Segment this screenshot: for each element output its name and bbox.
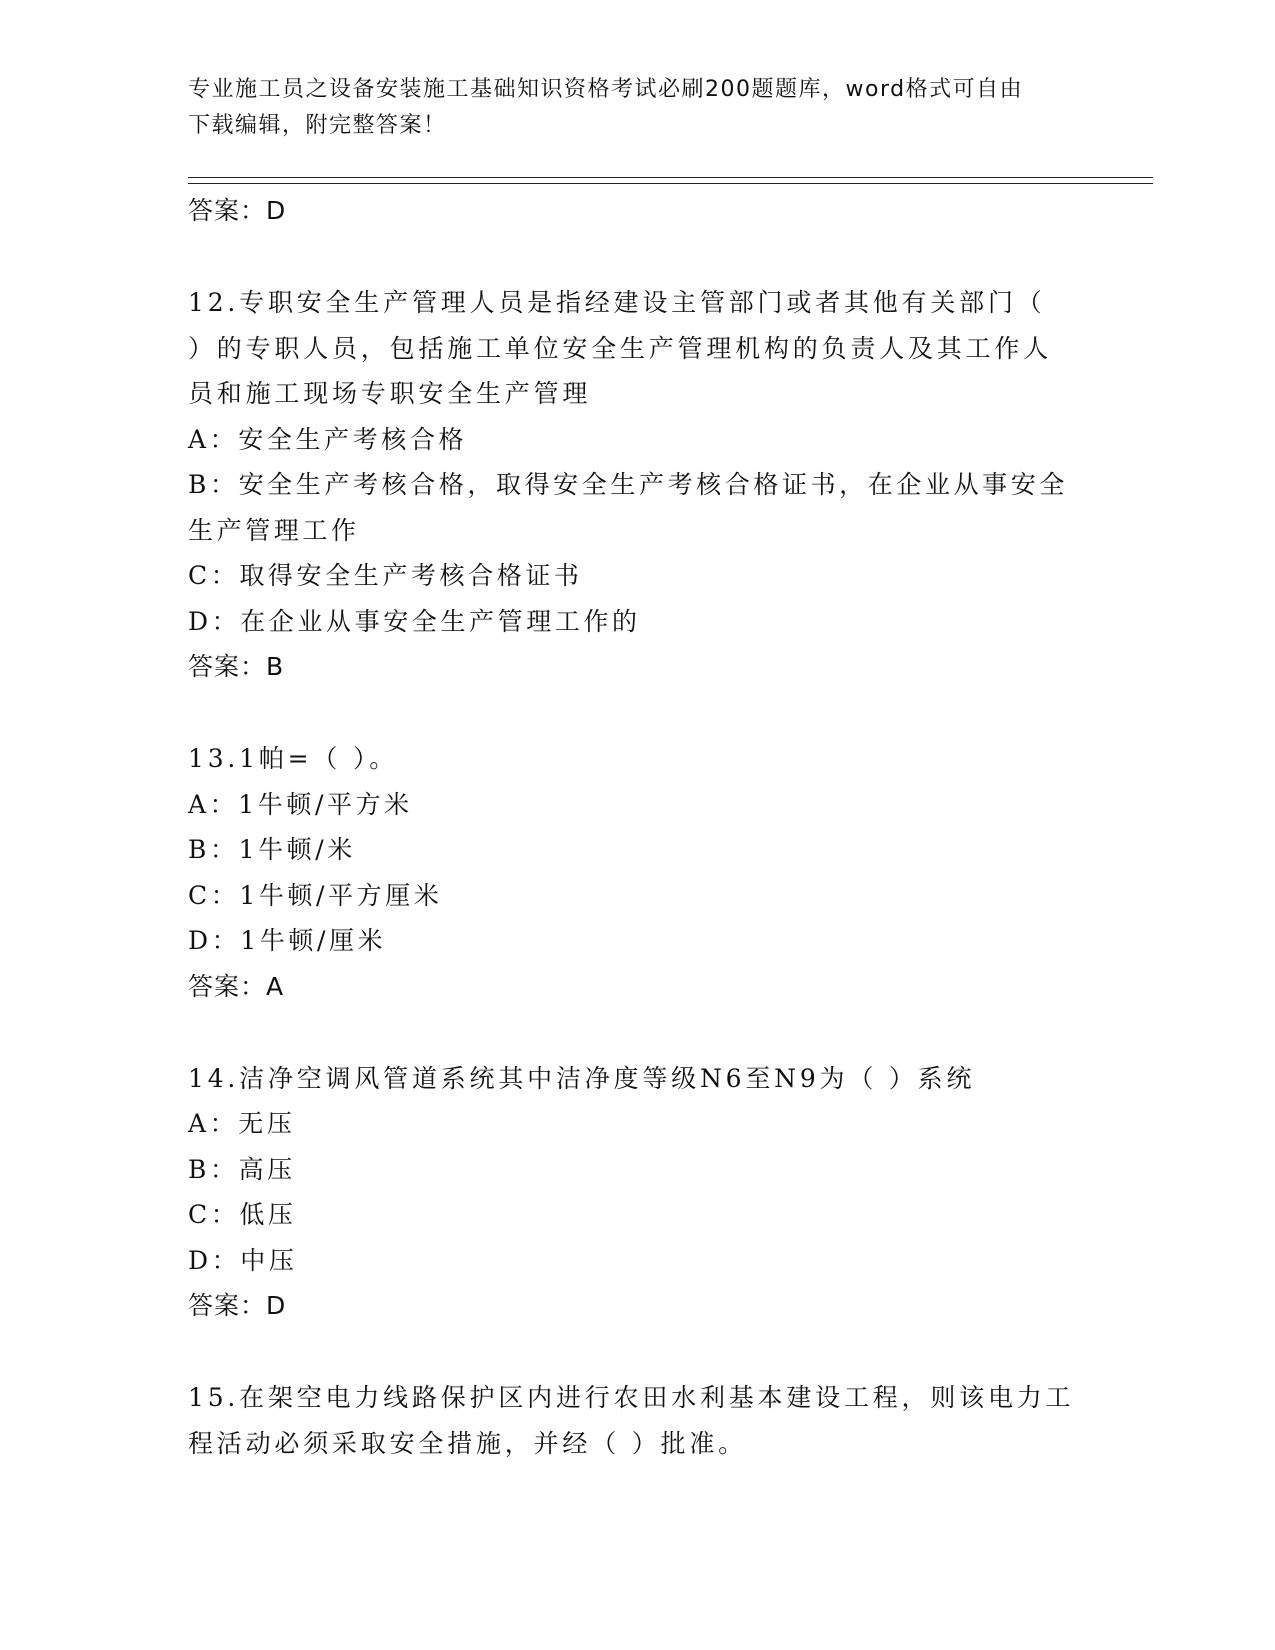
option-a: A：无压 <box>188 1109 296 1138</box>
option-d: D：1牛顿/厘米 <box>188 926 387 955</box>
option-b: B：高压 <box>188 1154 296 1184</box>
question-text-line: 员和施工现场专职安全生产管理 <box>188 379 592 408</box>
question-text-line: 15.在架空电力线路保护区内进行农田水利基本建设工程，则该电力工 <box>188 1383 1075 1412</box>
option-c: C：低压 <box>188 1200 297 1229</box>
option-b: B：1牛顿/米 <box>188 835 356 864</box>
header-rule-top <box>188 177 1153 178</box>
option-a: A：1牛顿/平方米 <box>188 789 413 819</box>
document-content <box>188 188 1088 1466</box>
option-d: D：在企业从事安全生产管理工作的 <box>188 606 641 636</box>
option-c: C：1牛顿/平方厘米 <box>188 880 443 910</box>
question-text-line: 13.1帕=（ ）。 <box>188 744 399 773</box>
question-text-line: ）的专职人员，包括施工单位安全生产管理机构的负责人及其工作人 <box>188 333 1053 363</box>
question-13 <box>188 736 1088 1010</box>
option-b: B：安全生产考核合格，取得安全生产考核合格证书，在企业从事安全 <box>188 470 1068 499</box>
header-rule-bottom <box>188 183 1153 184</box>
option-c: C：取得安全生产考核合格证书 <box>188 561 583 590</box>
question-15 <box>188 1375 1088 1466</box>
question-text-line: 14.洁净空调风管道系统其中洁净度等级N6至N9为（ ）系统 <box>188 1063 976 1093</box>
question-text-line: 12.专职安全生产管理人员是指经建设主管部门或者其他有关部门（ <box>188 288 1046 317</box>
question-12 <box>188 280 1088 690</box>
answer-line: 答案：A <box>188 971 285 1001</box>
answer-line: 答案：B <box>188 652 285 681</box>
option-b-continued: 生产管理工作 <box>188 515 360 545</box>
header-line-2: 下载编辑，附完整答案！ <box>188 113 447 138</box>
option-a: A：安全生产考核合格 <box>188 424 468 454</box>
question-14 <box>188 1056 1088 1330</box>
document-header <box>188 72 1088 144</box>
answer-line: 答案：D <box>188 1291 287 1320</box>
answer-line: 答案：D <box>188 196 287 225</box>
header-line-1: 专业施工员之设备安装施工基础知识资格考试必刷200题题库，word格式可自由 <box>188 77 1024 102</box>
option-d: D：中压 <box>188 1245 298 1275</box>
question-text-line: 程活动必须采取安全措施，并经（ ）批准。 <box>188 1428 747 1458</box>
